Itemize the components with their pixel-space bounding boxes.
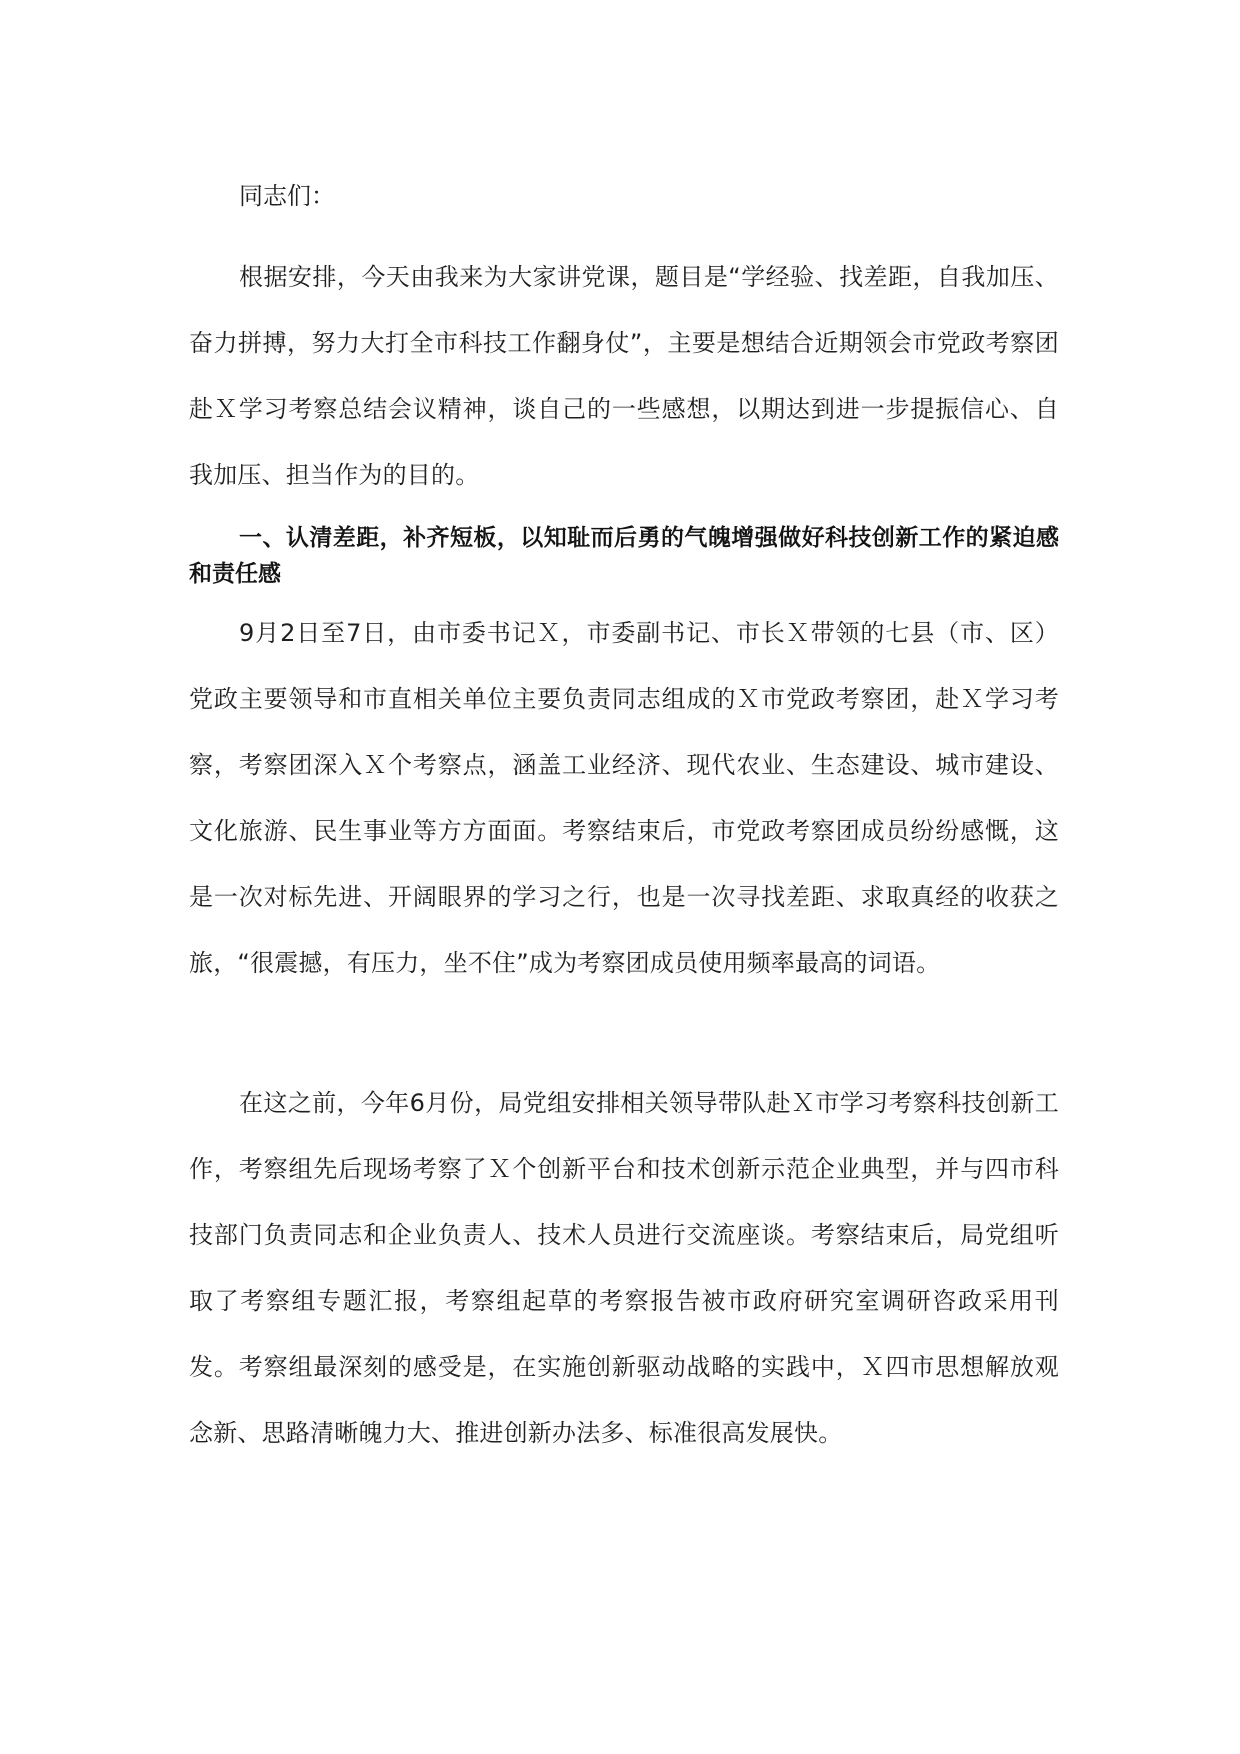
greeting: 同志们： <box>239 182 335 210</box>
body-paragraph-2: 在这之前，今年6月份，局党组安排相关领导带队赴Ｘ市学习考察科技创新工作，考察组先后现场考察了Ｘ个创新平台和技术创新示范企业典型，并与四市科技部门负责同志和企业负责人、技术人员进行交流座谈。考察结束后，局党组听取了考察组专题汇报，考察组起草的考察报告被市政府研究室调研咨政采用刊发。考察组最深刻的感受是，在实施创新驱动战略的实践中，Ｘ四市思想解放观念新、思路清晰魄力大、推进创新办法多、标准很高发展快。 <box>189 1089 1059 1447</box>
section-heading: 一、认清差距，补齐短板，以知耻而后勇的气魄增强做好科技创新工作的紧迫感和责任感 <box>189 525 1059 587</box>
intro-paragraph: 根据安排，今天由我来为大家讲党课，题目是“学经验、找差距，自我加压、奋力拼搏，努力大打全市科技工作翻身仗”，主要是想结合近期领会市党政考察团赴Ｘ学习考察总结会议精神，谈自己的一些感想，以期达到进一步提振信心、自我加压、担当作为的目的。 <box>189 263 1059 489</box>
body-paragraph-1: 9月2日至7日，由市委书记Ｘ，市委副书记、市长Ｘ带领的七县（市、区）党政主要领导和市直相关单位主要负责同志组成的Ｘ市党政考察团，赴Ｘ学习考察，考察团深入Ｘ个考察点，涵盖工业经济、现代农业、生态建设、城市建设、文化旅游、民生事业等方方面面。考察结束后，市党政考察团成员纷纷感慨，这是一次对标先进、开阔眼界的学习之行，也是一次寻找差距、求取真经的收获之旅，“很震撼，有压力，坐不住”成为考察团成员使用频率最高的词语。 <box>189 619 1059 977</box>
